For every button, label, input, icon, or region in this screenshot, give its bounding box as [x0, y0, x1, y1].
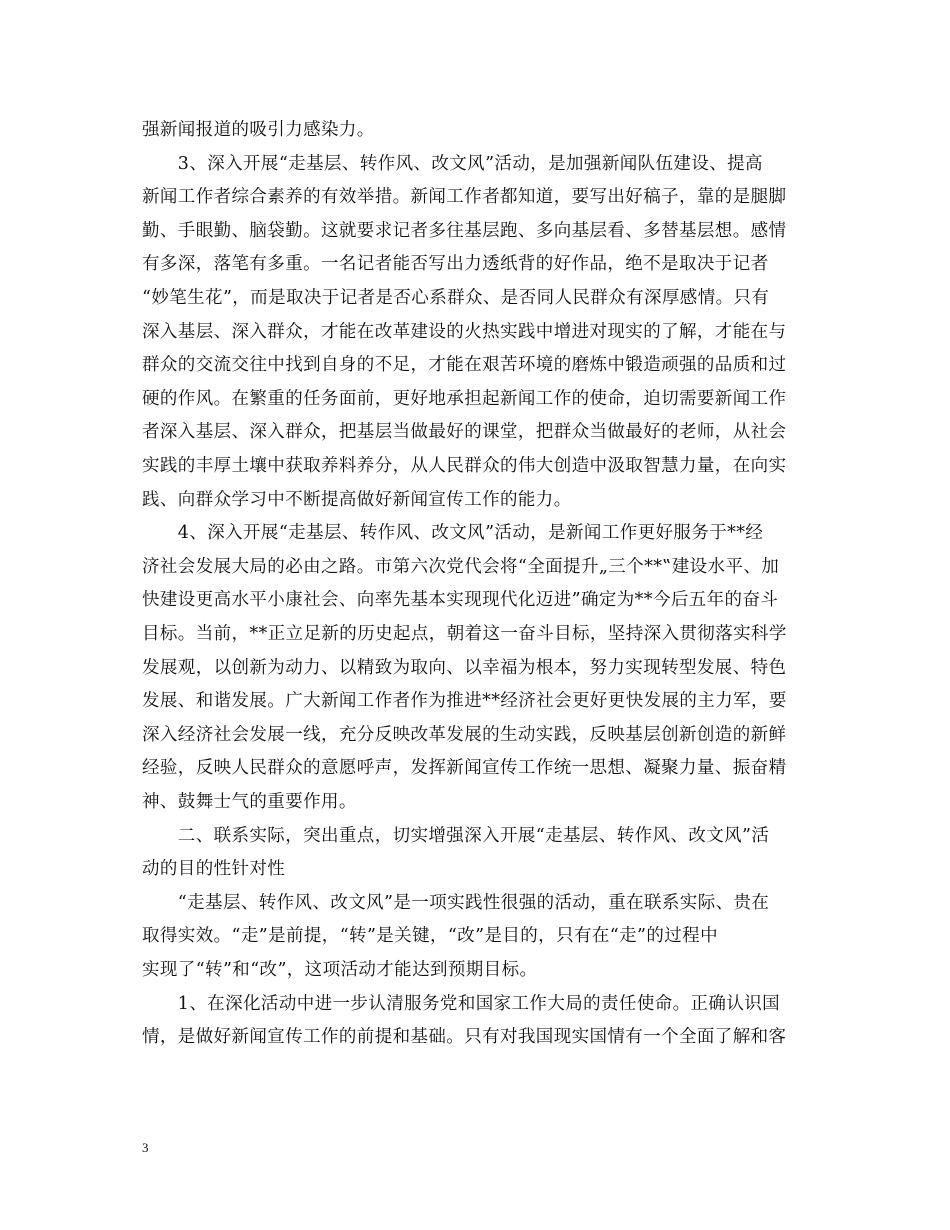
text-line: 实现了“转”和“改”，这项活动才能达到预期目标。 [142, 960, 538, 980]
text-line: 者深入基层、深入群众，把基层当做最好的课堂，把群众当做最好的老师，从社会 [142, 422, 787, 443]
text-line: 目标。当前，**正立足新的历史起点，朝着这一奋斗目标，坚持深入贯彻落实科学 [142, 624, 787, 644]
text-line: 4、深入开展“走基层、转作风、改文风”活动，是新闻工作更好服务于**经 [142, 523, 764, 544]
text-line: “妙笔生花”，而是取决于记者是否心系群众、是否同人民群众有深厚感情。只有 [142, 288, 770, 308]
text-line: 硬的作风。在繁重的任务面前，更好地承担起新闻工作的使命，迫切需要新闻工作 [142, 388, 787, 409]
text-line: 神、鼓舞士气的重要作用。 [142, 792, 357, 812]
text-line: 深入经济社会发展一线，充分反映改革发展的生动实践，反映基层创新创造的新鲜 [142, 724, 787, 745]
text-line: 情，是做好新闻宣传工作的前提和基础。只有对我国现实国情有一个全面了解和客 [142, 1027, 787, 1048]
text-line: 动的目的性针对性 [142, 859, 286, 880]
text-line: 新闻工作者综合素养的有效举措。新闻工作者都知道，要写出好稿子，靠的是腿脚 [142, 187, 787, 208]
text-line: 发展、和谐发展。广大新闻工作者作为推进**经济社会更好更快发展的主力军，要 [142, 691, 787, 712]
text-line: 快建设更高水平小康社会、向率先基本实现现代化迈进”确定为**今后五年的奋斗 [142, 590, 779, 611]
text-line: “走基层、转作风、改文风”是一项实践性很强的活动，重在联系实际、贵在 [142, 892, 770, 913]
text-line: 3、深入开展“走基层、转作风、改文风”活动，是加强新闻队伍建设、提高 [142, 153, 763, 174]
text-line: 济社会发展大局的必由之路。市第六次党代会将“全面提升„三个**‟建设水平、加 [142, 556, 780, 577]
text-line: 群众的交流交往中找到自身的不足，才能在艰苦环境的磨炼中锻造顽强的品质和过 [142, 355, 787, 376]
text-line: 践、向群众学习中不断提高做好新闻宣传工作的能力。 [142, 489, 572, 510]
text-line: 取得实效。“走”是前提，“转”是关键，“改”是目的，只有在“走”的过程中 [142, 926, 718, 947]
text-line: 二、联系实际，突出重点，切实增强深入开展“走基层、转作风、改文风”活 [142, 825, 770, 846]
text-line: 强新闻报道的吸引力感染力。 [142, 120, 375, 140]
text-line: 有多深，落笔有多重。一名记者能否写出力透纸背的好作品，绝不是取决于记者 [142, 254, 769, 275]
text-line: 发展观，以创新为动力、以精致为取向、以幸福为根本，努力实现转型发展、特色 [142, 657, 787, 678]
text-line: 经验，反映人民群众的意愿呼声，发挥新闻宣传工作统一思想、凝聚力量、振奋精 [142, 758, 787, 779]
text-line: 深入基层、深入群众，才能在改革建设的火热实践中增进对现实的了解，才能在与 [142, 321, 787, 342]
page-number: 3 [142, 1140, 149, 1155]
text-line: 实践的丰厚土壤中获取养料养分，从人民群众的伟大创造中汲取智慧力量，在向实 [142, 456, 787, 476]
text-line: 1、在深化活动中进一步认清服务党和国家工作大局的责任使命。正确认识国 [142, 993, 781, 1014]
text-line: 勤、手眼勤、脑袋勤。这就要求记者多往基层跑、多向基层看、多替基层想。感情 [142, 220, 787, 241]
